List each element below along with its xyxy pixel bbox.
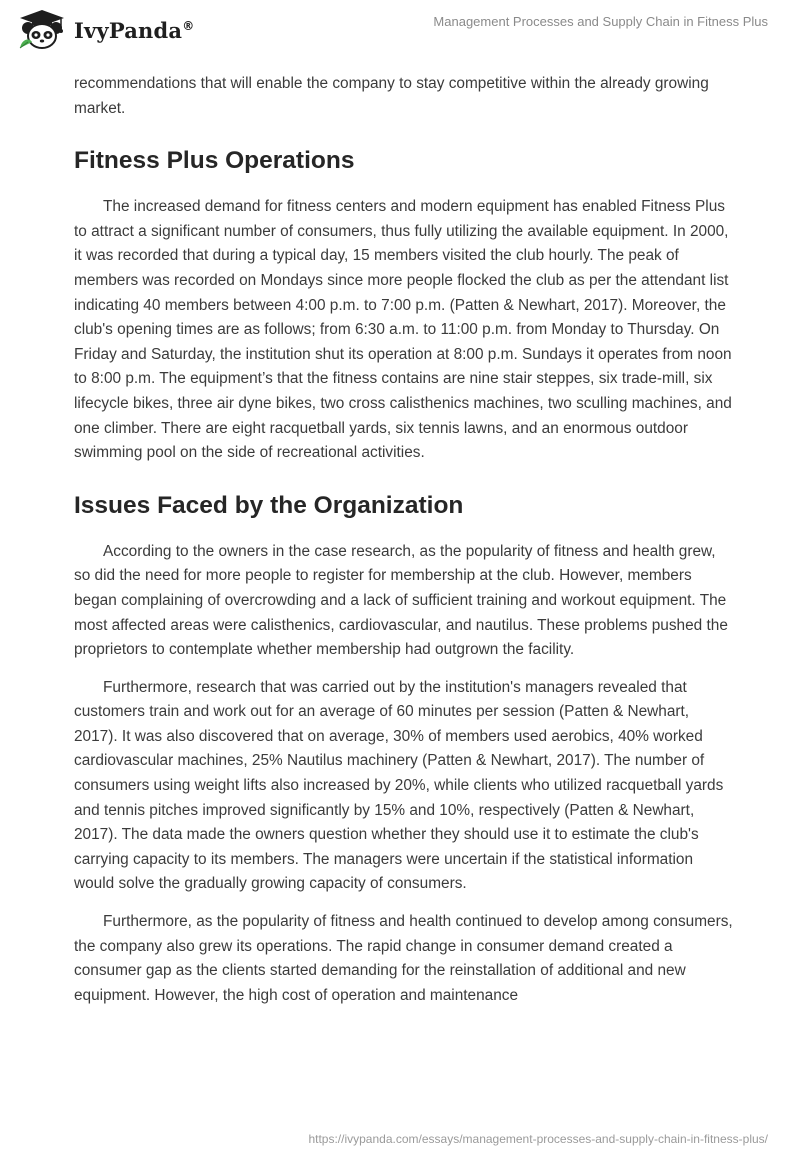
source-url[interactable]: https://ivypanda.com/essays/management-processes-and-supply-chain-in-fitness-plus/	[308, 1132, 768, 1146]
brand-name-text: IvyPanda	[74, 17, 183, 43]
panda-graduate-icon	[14, 8, 70, 52]
issues-paragraph-1: According to the owners in the case research, as the popularity of fitness and health grew, so did the need for more people to register for membership at the club. However, members began complaining of overcrowding and a lack of sufficient training and workout equipment. The most affected areas were calisthenics, cardiovascular, and nautilus. These problems pushed the proprietors to contemplate whether membership had outgrown the facility.	[74, 542, 728, 659]
section-heading-operations: Fitness Plus Operations	[74, 147, 355, 175]
essay-content	[74, 72, 734, 1021]
brand-name	[74, 18, 194, 43]
brand-registered-mark: ®	[182, 18, 195, 33]
section-heading-issues: Issues Faced by the Organization	[74, 491, 464, 519]
ivypanda-logo[interactable]	[14, 8, 194, 52]
page-header	[0, 0, 800, 56]
issues-paragraph-3: Furthermore, as the popularity of fitness and health continued to develop among consumers, the company also grew its operations. The rapid change in consumer demand created a consumer gap as the clients started demanding for the reinstallation of additional and new equipment. However, the high cost of operation and maintenance	[74, 913, 733, 1004]
intro-paragraph: recommendations that will enable the company to stay competitive within the already growing market.	[74, 75, 709, 117]
issues-paragraph-2: Furthermore, research that was carried out by the institution's managers revealed that customers train and work out for an average of 60 minutes per session (Patten & Newhart, 2017). It was also discovered that on average, 30% of members used aerobics, 40% worked cardiovascular machines, 25% Nautilus machinery (Patten & Newhart, 2017). The number of consumers using weight lifts also increased by 20%, while clients who utilized racquetball yards and tennis pitches improved significantly by 15% and 10%, respectively (Patten & Newhart, 2017). The data made the owners question whether they should use it to estimate the club's carrying capacity to its members. The managers were uncertain if the statistical information would solve the gradually growing capacity of consumers.	[74, 678, 724, 893]
operations-paragraph: The increased demand for fitness centers and modern equipment has enabled Fitness Plus to attract a significant number of consumers, thus fully utilizing the available equipment. In 2000, it was recorded that during a typical day, 15 members visited the club hourly. The peak of members was recorded on Mondays since more people flocked the club as per the attendant list indicating 40 members between 4:00 p.m. to 7:00 p.m. (Patten & Newhart, 2017). Moreover, the club's opening times are as follows; from 6:30 a.m. to 11:00 p.m. from Monday to Thursday. On Friday and Saturday, the institution shut its operation at 8:00 p.m. Sundays it operates from noon to 8:00 p.m. The equipment’s that the fitness contains are nine stair steppes, six trade-mill, six lifecycle bikes, three air dyne bikes, two cross calisthenics machines, two sculling machines, and one climber. There are eight racquetball yards, six tennis lawns, and an enormous outdoor swimming pool on the side of recreational activities.	[74, 198, 732, 462]
document-title: Management Processes and Supply Chain in Fitness Plus	[433, 14, 768, 29]
